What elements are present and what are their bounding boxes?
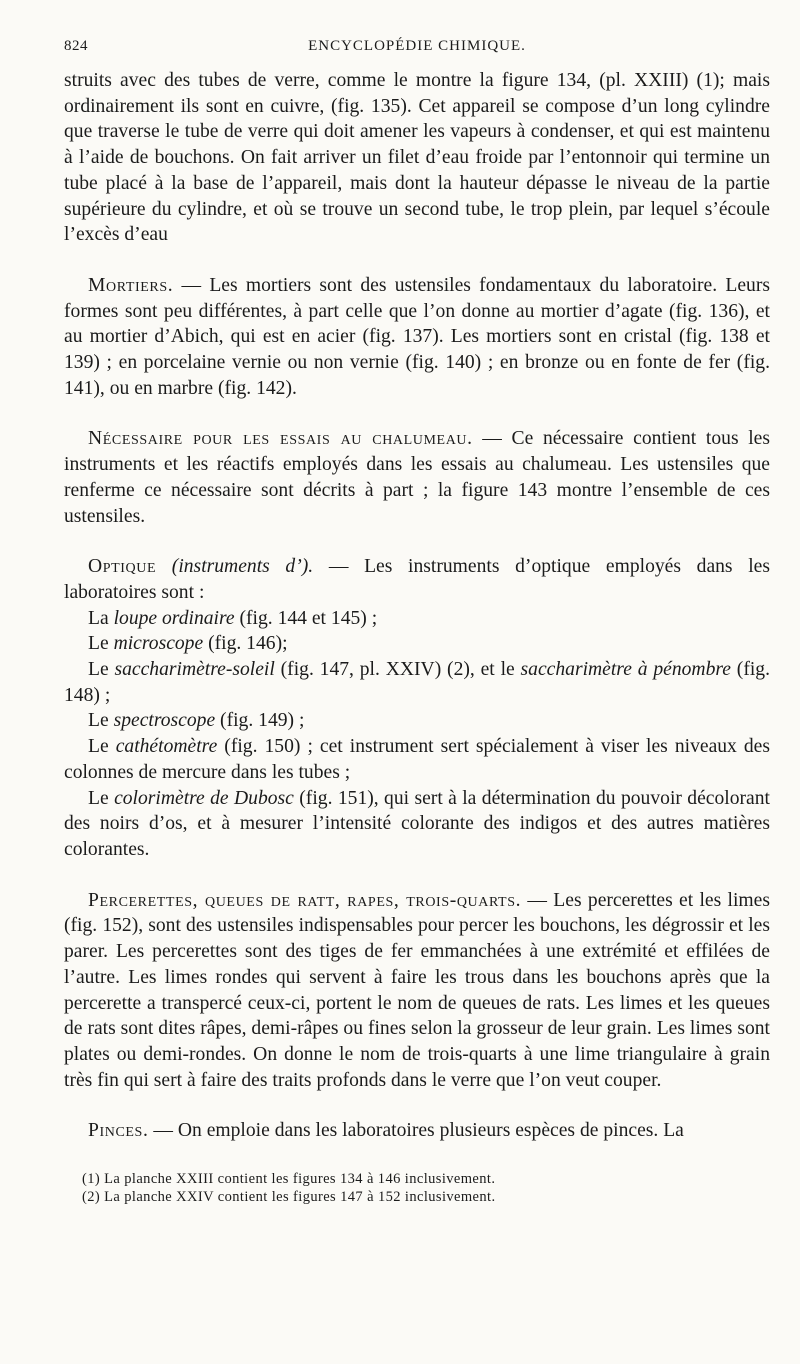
paragraph-pinces — [64, 1118, 770, 1144]
body-text — [64, 68, 770, 1144]
running-header — [64, 38, 770, 68]
item-prefix: Le — [88, 633, 114, 655]
section-heading-optique: Optique — [88, 556, 157, 578]
paragraph-percerettes-text: — Les percerettes et les limes (fig. 152), sont des ustensiles indispensables pour percer les bouchons, les dégrossir et les parer. Les percerettes sont des tiges de fer emmanchées à une extrémité et effilées de l’autre. Les limes rondes qui servent à faire les trous dans les bouchons après que la percerette a transpercé ceux-ci, portent le nom de queues de rats. Les limes et les queues de rats sont dites râpes, demi-râpes ou fines selon la grosseur de leur grain. Les limes sont plates ou demi-rondes. On donne le nom de trois-quarts à une lime triangulaire à grain très fin qui sert à faire des traits profonds dans le verre que l’on veut couper. — [64, 889, 770, 1091]
item-rest: (fig. 151), qui sert à la détermination du pouvoir décolorant des noirs d’os, et à mesurer l’intensité colorante des indigos et des autres matières colorantes. — [64, 787, 770, 860]
section-heading-mortiers: Mortiers. — [88, 274, 174, 296]
section-heading-pinces: Pinces. — [88, 1120, 149, 1142]
paragraph-condenser: struits avec des tubes de verre, comme le montre la figure 134, (pl. XXIII) (1); mais ordinairement ils sont en cuivre, (fig. 135). Cet appareil se compose d’un long cylindre que traverse le tube de verre qui doit amener les vapeurs à condenser, et qui est maintenu à l’aide de bouchons. On fait arriver un filet d’eau froide par l’entonnoir qui termine un tube placé à la base de l’appareil, mais dont la hauteur dépasse le niveau de la partie supérieure du cylindre, et où se trouve un second tube, le trop plein, par lequel s’écoule l’excès d’eau — [64, 70, 770, 246]
section-heading-necessaire: Nécessaire pour les essais au chalumeau. — [88, 428, 473, 450]
item-rest: (fig. 146); — [203, 633, 288, 655]
list-item — [64, 606, 770, 632]
instrument-name: saccharimètre-soleil — [114, 659, 275, 681]
item-prefix: Le — [88, 787, 115, 809]
instrument-name: spectroscope — [113, 710, 216, 732]
list-item — [64, 786, 770, 863]
paragraph-optique-text: — Les instruments d’optique employés dans les laboratoires sont : — [64, 556, 770, 603]
footnotes — [64, 1170, 770, 1206]
page-number: 824 — [64, 38, 88, 54]
item-prefix: Le — [88, 659, 115, 681]
footnote: (2) La planche XXIV contient les figures 147 à 152 inclusivement. — [82, 1189, 496, 1206]
list-item — [64, 631, 770, 657]
paragraph-mortiers — [64, 273, 770, 402]
paragraph-optique — [64, 554, 770, 605]
list-item — [64, 657, 770, 708]
instrument-name: saccharimètre à pénombre — [520, 659, 731, 681]
running-title: ENCYCLOPÉDIE CHIMIQUE. — [308, 38, 526, 54]
paragraph-necessaire — [64, 426, 770, 529]
instrument-name: microscope — [113, 633, 204, 655]
item-prefix: La — [88, 607, 114, 629]
paragraph-pinces-text: — On emploie dans les laboratoires plusieurs espèces de pinces. La — [148, 1120, 684, 1142]
item-rest: (fig. 147, pl. XXIV) (2), et le — [274, 659, 521, 681]
paragraph-mortiers-text: — Les mortiers sont des ustensiles fondamentaux du laboratoire. Leurs formes sont peu différentes, à part celle que l’on donne au mortier d’agate (fig. 136), et au mortier d’Abich, qui est en acier (fig. 137). Les mortiers sont en cristal (fig. 138 et 139) ; en porcelaine vernie ou non vernie (fig. 140) ; en bronze ou en fonte de fer (fig. 141), ou en marbre (fig. 142). — [64, 274, 770, 399]
instrument-name: cathétomètre — [115, 736, 218, 758]
paragraph-percerettes — [64, 888, 770, 1094]
item-prefix: Le — [88, 710, 114, 732]
book-page — [64, 38, 770, 1206]
footnote: (1) La planche XXIII contient les figures 134 à 146 inclusivement. — [82, 1171, 496, 1188]
list-item — [64, 708, 770, 734]
item-rest: (fig. 150) ; cet instrument sert spécialement à viser les niveaux des colonnes de mercure dans les tubes ; — [64, 736, 770, 783]
paragraph-necessaire-text: — Ce nécessaire contient tous les instruments et les réactifs employés dans les essais au chalumeau. Les ustensiles que renferme ce nécessaire sont décrits à part ; la figure 143 montre l’ensemble de ces ustensiles. — [64, 428, 771, 527]
instrument-name: loupe ordinaire — [113, 607, 235, 629]
section-heading-optique-italic: (instruments d’). — [171, 556, 314, 578]
section-heading-percerettes: Percerettes, queues de ratt, rapes, trois-quarts. — [88, 889, 522, 911]
item-rest: (fig. 144 et 145) ; — [234, 607, 378, 629]
instrument-name: colorimètre de Dubosc — [114, 787, 294, 809]
list-item — [64, 734, 770, 785]
item-rest: (fig. 148) ; — [64, 659, 770, 706]
item-rest: (fig. 149) ; — [215, 710, 305, 732]
item-prefix: Le — [88, 736, 116, 758]
